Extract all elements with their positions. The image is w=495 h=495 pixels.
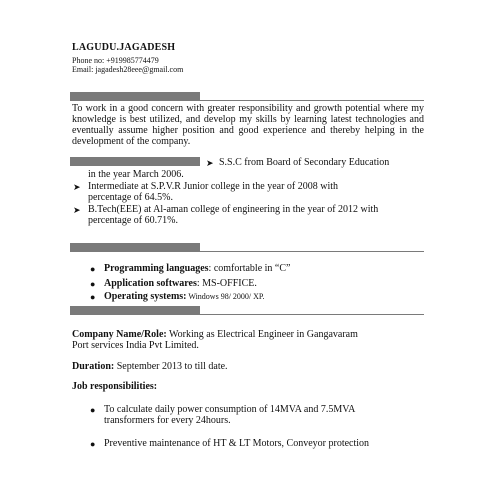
education-btech-percentage: percentage of 60.71%. — [88, 215, 178, 226]
bullet-icon: ● — [90, 264, 96, 274]
bullet-icon: ● — [90, 439, 96, 449]
candidate-name: LAGUDU.JAGADESH — [72, 42, 176, 53]
skill-software: Application softwares: MS-OFFICE. — [104, 278, 257, 289]
arrow-bullet-icon: ➤ — [73, 205, 81, 215]
company-name-continued: Port services India Pvt Limited. — [72, 340, 199, 351]
responsibility-item: Preventive maintenance of HT & LT Motors, Conveyor protection — [104, 438, 370, 449]
bullet-icon: ● — [90, 405, 96, 415]
email-address: Email: jagadesh28eee@gmail.com — [72, 65, 184, 74]
education-ssc: S.S.C from Board of Secondary Education — [219, 157, 390, 168]
job-responsibilities-heading: Job responsibilities: — [72, 381, 158, 392]
education-intermediate: Intermediate at S.P.V.R Junior college in the year of 2008 with — [88, 181, 339, 192]
responsibility-item-continued: transformers for every 24hours. — [104, 415, 231, 426]
education-btech: B.Tech(EEE) at Al-aman college of engineering in the year of 2012 with — [88, 204, 379, 215]
skills-section-rule — [200, 251, 424, 252]
skill-programming: Programming languages: comfortable in “C” — [104, 263, 291, 274]
experience-section-rule — [200, 314, 424, 315]
arrow-bullet-icon: ➤ — [206, 158, 214, 168]
experience-section-bar — [70, 306, 200, 315]
phone-number: Phone no: +919985774479 — [72, 56, 159, 65]
education-ssc-year: in the year March 2006. — [88, 169, 184, 180]
arrow-bullet-icon: ➤ — [73, 182, 81, 192]
skills-section-bar — [70, 243, 200, 252]
career-objective: To work in a good concern with greater responsibility and growth potential where my knowledge is best utilized, and develop my skills by learning latest technologies and eventually assume higher position and good experience and thereby helping in the development of the company. — [72, 103, 424, 147]
objective-section-bar — [70, 92, 200, 101]
company-role: Company Name/Role: Working as Electrical Engineer in Gangavaram — [72, 329, 358, 340]
bullet-icon: ● — [90, 279, 96, 289]
employment-duration: Duration: September 2013 to till date. — [72, 361, 228, 372]
objective-section-rule — [200, 100, 424, 101]
responsibility-item: To calculate daily power consumption of 14MVA and 7.5MVA — [104, 404, 356, 415]
skill-os: Operating systems: Windows 98/ 2000/ XP. — [104, 291, 265, 302]
bullet-icon: ● — [90, 292, 96, 302]
education-intermediate-percentage: percentage of 64.5%. — [88, 192, 173, 203]
education-section-bar — [70, 157, 200, 166]
